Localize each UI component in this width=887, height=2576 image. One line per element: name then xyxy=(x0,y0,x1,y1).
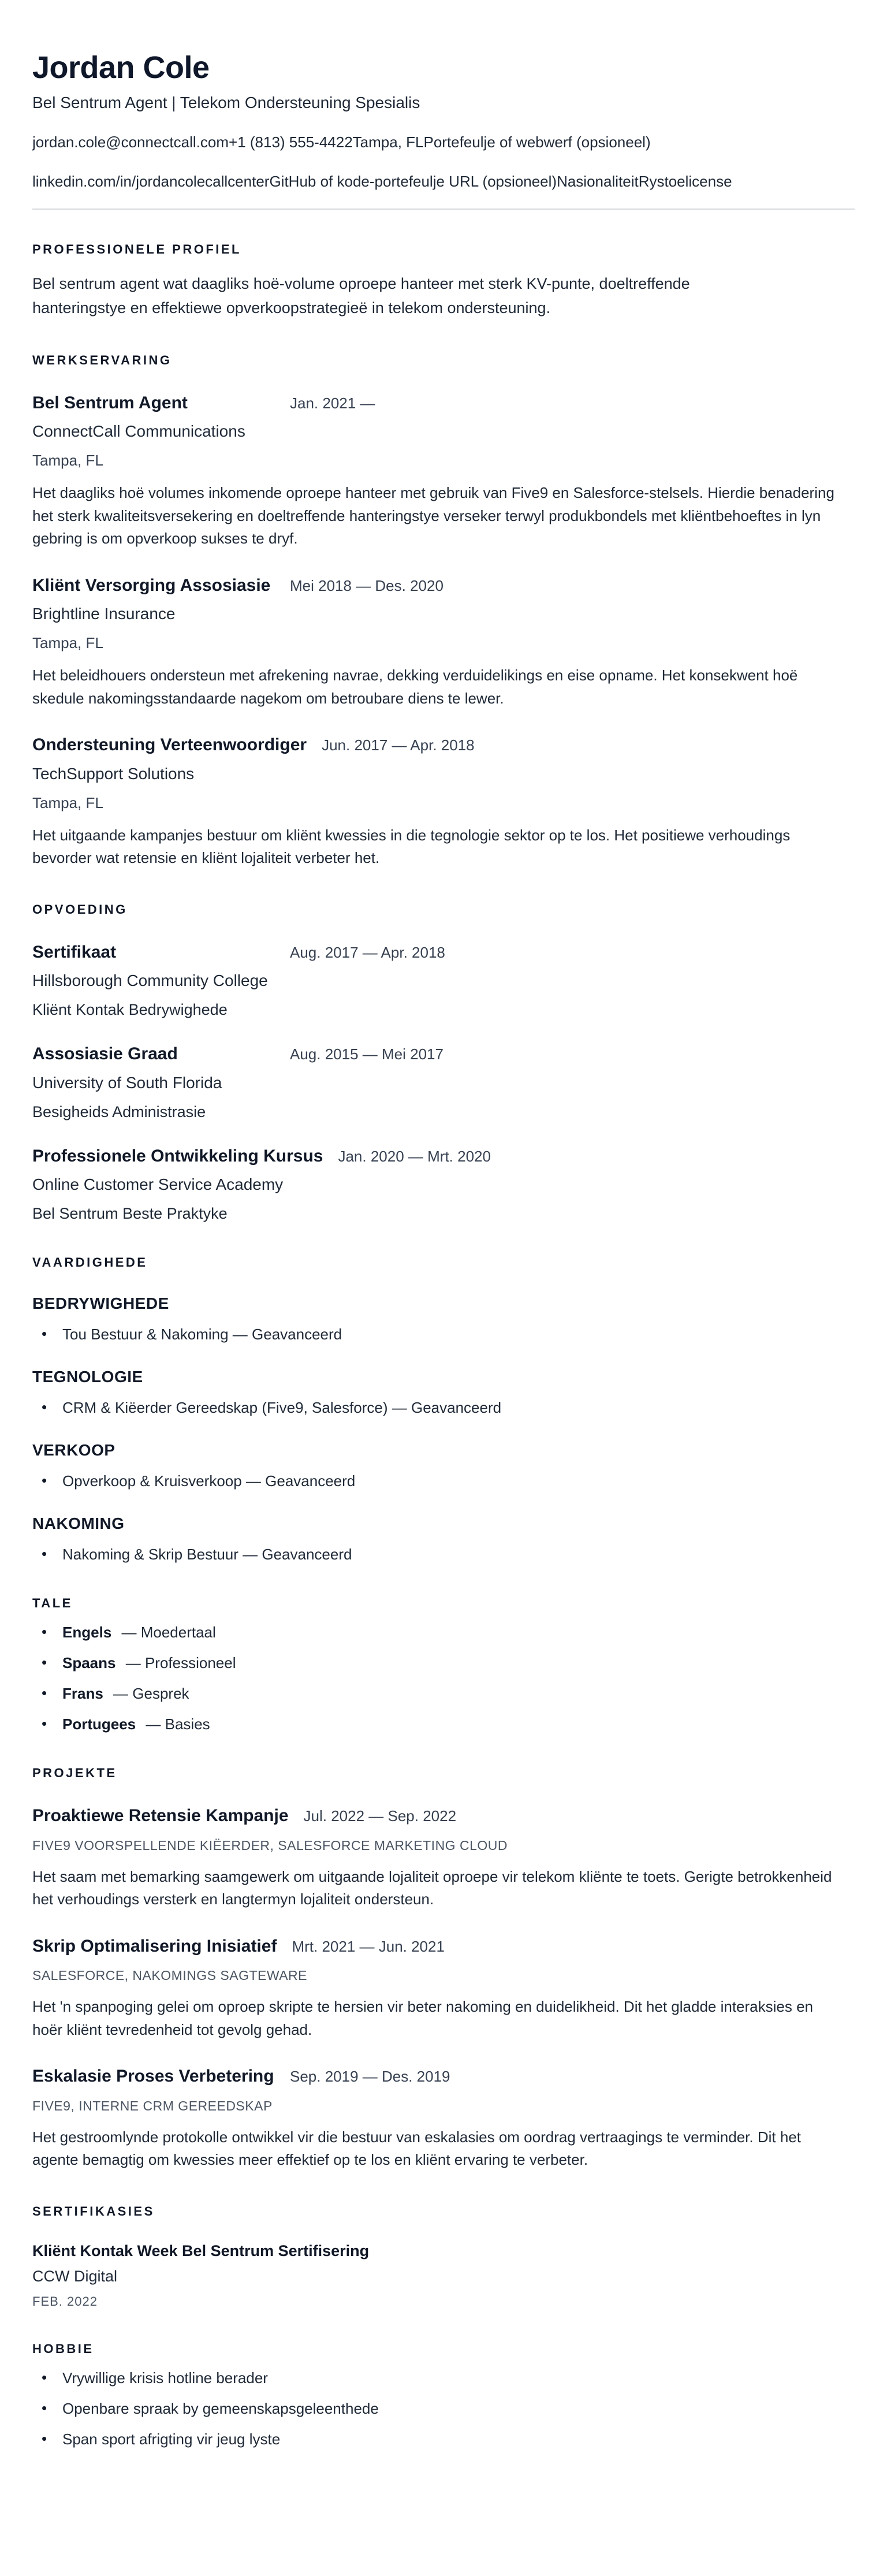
project-tools: FIVE9, INTERNE CRM GEREEDSKAP xyxy=(32,2098,273,2113)
profile-text: Bel sentrum agent wat daagliks hoë-volume oproepe hanteer met sterk KV-punte, doeltreffende hanteringstye en effektiewe opverkoopstrategieë in telekom ondersteuning. xyxy=(32,275,690,317)
education-field: Besigheids Administrasie xyxy=(32,1103,206,1121)
education-title: Assosiasie Graad xyxy=(32,1044,178,1064)
job-dates: Mei 2018 — Des. 2020 xyxy=(290,576,444,594)
project-title: Eskalasie Proses Verbetering xyxy=(32,2067,274,2086)
job-entry xyxy=(32,392,855,550)
skill-group-label: TEGNOLOGIE xyxy=(32,1368,143,1386)
job-entry-head xyxy=(32,734,855,756)
skill-item: • Nakoming & Skrip Bestuur — Geavanceerd xyxy=(32,1546,855,1564)
language-name: Portugees xyxy=(62,1715,136,1733)
certification-title: Kliënt Kontak Week Bel Sentrum Sertifisering xyxy=(32,2242,370,2259)
contact-line-1: jordan.cole@connectcall.com+1 (813) 555-4422Tampa, FLPortefeulje of webwerf (opsioneel) xyxy=(32,133,651,151)
certification-issuer: CCW Digital xyxy=(32,2267,118,2285)
job-title: Ondersteuning Verteenwoordiger xyxy=(32,735,307,755)
skill-item: • Tou Bestuur & Nakoming — Geavanceerd xyxy=(32,1326,855,1343)
education-entry-head xyxy=(32,941,855,963)
education-entry xyxy=(32,941,855,1019)
language-item xyxy=(32,1715,855,1733)
job-entry-head xyxy=(32,575,855,597)
job-location: Tampa, FL xyxy=(32,634,103,652)
project-entry-head xyxy=(32,1935,855,1957)
skill-group-label: VERKOOP xyxy=(32,1441,115,1460)
contact-line-2: linkedin.com/in/jordancolecallcenterGitHub of kode-portefeulje URL (opsioneel)NasionaliteitRystoelicense xyxy=(32,173,732,191)
project-description: Het gestroomlynde protokolle ontwikkel vir die bestuur van eskalasies om oordrag vertraagings te verminder. Dit het agente bemagtig om kwessies meer effektief op te los en kliënt ervaring te verbeter. xyxy=(32,2128,801,2169)
education-entry xyxy=(32,1043,855,1121)
section-heading-hobbies: HOBBIE xyxy=(32,2341,94,2356)
education-field: Kliënt Kontak Bedrywighede xyxy=(32,1001,228,1019)
section-education xyxy=(32,902,855,1223)
contact-block xyxy=(32,133,855,191)
language-item xyxy=(32,1624,855,1641)
job-title: Kliënt Versorging Assosiasie xyxy=(32,575,271,595)
education-title: Professionele Ontwikkeling Kursus xyxy=(32,1146,323,1166)
job-description: Het uitgaande kampanjes bestuur om kliënt kwessies in die tegnologie sektor op te los. Het positiewe verhoudings bevorder wat retensie en kliënt lojaliteit verbeter het. xyxy=(32,826,791,867)
education-entry-head xyxy=(32,1145,855,1167)
job-dates: Jun. 2017 — Apr. 2018 xyxy=(322,736,475,754)
job-entry-head xyxy=(32,392,855,414)
job-company: ConnectCall Communications xyxy=(32,422,245,441)
skill-item: • Opverkoop & Kruisverkoop — Geavanceerd xyxy=(32,1472,855,1490)
section-projects xyxy=(32,1766,855,2172)
section-heading-projects: PROJEKTE xyxy=(32,1766,117,1781)
education-dates: Jan. 2020 — Mrt. 2020 xyxy=(338,1147,491,1165)
project-dates: Jul. 2022 — Sep. 2022 xyxy=(303,1807,457,1825)
hobby-item: • Openbare spraak by gemeenskapsgeleenthede xyxy=(32,2400,855,2418)
project-title: Proaktiewe Retensie Kampanje xyxy=(32,1806,289,1826)
section-heading-education: OPVOEDING xyxy=(32,902,128,917)
language-name: Frans xyxy=(62,1685,103,1703)
job-entry xyxy=(32,575,855,710)
language-item xyxy=(32,1685,855,1703)
section-experience xyxy=(32,353,855,870)
project-description: Het saam met bemarking saamgewerk om uitgaande lojaliteit oproepe vir telekom kliënte te toets. Gerigte betrokkenheid het verhoudings versterk en langtermyn lojaliteit ondersteun. xyxy=(32,1867,832,1908)
skill-group-label: BEDRYWIGHEDE xyxy=(32,1294,169,1313)
project-entry xyxy=(32,2065,855,2172)
project-entry xyxy=(32,1805,855,1911)
section-heading-skills: VAARDIGHEDE xyxy=(32,1255,148,1270)
skill-group-label: NAKOMING xyxy=(32,1514,125,1533)
candidate-name: Jordan Cole xyxy=(32,50,210,85)
job-company: Brightline Insurance xyxy=(32,605,176,623)
resume-header xyxy=(32,50,855,210)
education-field: Bel Sentrum Beste Praktyke xyxy=(32,1205,228,1223)
section-languages xyxy=(32,1596,855,1733)
education-school: Online Customer Service Academy xyxy=(32,1175,284,1194)
section-heading-languages: TALE xyxy=(32,1596,73,1611)
project-entry-head xyxy=(32,1805,855,1827)
language-name: Engels xyxy=(62,1624,112,1641)
language-name: Spaans xyxy=(62,1654,116,1672)
project-dates: Sep. 2019 — Des. 2019 xyxy=(290,2068,450,2086)
project-dates: Mrt. 2021 — Jun. 2021 xyxy=(292,1937,445,1955)
project-description: Het 'n spanpoging gelei om oproep skripte te hersien vir beter nakoming en duidelikheid. Dit het gladde interaksies en hoër kliënt tevredenheid tot gevolg gehad. xyxy=(32,1998,813,2038)
section-heading-profile: PROFESSIONELE PROFIEL xyxy=(32,242,241,257)
education-entry-head xyxy=(32,1043,855,1065)
language-level: — Professioneel xyxy=(125,1654,236,1672)
education-school: University of South Florida xyxy=(32,1073,222,1092)
education-title: Sertifikaat xyxy=(32,942,117,962)
education-school: Hillsborough Community College xyxy=(32,971,268,990)
hobby-item: • Span sport afrigting vir jeug lyste xyxy=(32,2430,855,2448)
section-hobbies xyxy=(32,2342,855,2448)
job-location: Tampa, FL xyxy=(32,452,103,470)
section-profile xyxy=(32,242,855,321)
job-title: Bel Sentrum Agent xyxy=(32,393,188,412)
job-location: Tampa, FL xyxy=(32,794,103,811)
education-entry xyxy=(32,1145,855,1223)
job-entry xyxy=(32,734,855,870)
certification-entry xyxy=(32,2242,855,2309)
section-certifications xyxy=(32,2204,855,2309)
project-tools: FIVE9 VOORSPELLENDE KIËERDER, SALESFORCE MARKETING CLOUD xyxy=(32,1837,508,1853)
project-entry xyxy=(32,1935,855,2042)
section-heading-experience: WERKSERVARING xyxy=(32,352,172,367)
job-dates: Jan. 2021 — xyxy=(290,394,375,412)
project-entry-head xyxy=(32,2065,855,2087)
project-tools: SALESFORCE, NAKOMINGS SAGTEWARE xyxy=(32,1968,308,1983)
certification-date: FEB. 2022 xyxy=(32,2294,98,2309)
language-item xyxy=(32,1654,855,1672)
section-skills xyxy=(32,1255,855,1564)
job-description: Het beleidhouers ondersteun met afrekening navrae, dekking verduidelikings en eise opname. Het konsekwent hoë skedule nakomingsstandaarde nagekom om betroubare diens te lewer. xyxy=(32,667,798,707)
education-dates: Aug. 2017 — Apr. 2018 xyxy=(290,943,445,961)
language-level: — Gesprek xyxy=(113,1685,189,1703)
language-level: — Moedertaal xyxy=(121,1624,216,1641)
hobby-item: • Vrywillige krisis hotline berader xyxy=(32,2369,855,2387)
section-heading-certifications: SERTIFIKASIES xyxy=(32,2203,155,2218)
job-company: TechSupport Solutions xyxy=(32,764,195,783)
project-title: Skrip Optimalisering Inisiatief xyxy=(32,1936,277,1956)
language-level: — Basies xyxy=(146,1715,210,1733)
education-dates: Aug. 2015 — Mei 2017 xyxy=(290,1045,444,1063)
header-divider xyxy=(32,209,855,210)
skill-item: • CRM & Kiëerder Gereedskap (Five9, Salesforce) — Geavanceerd xyxy=(32,1399,855,1417)
candidate-headline: Bel Sentrum Agent | Telekom Ondersteuning Spesialis xyxy=(32,94,420,112)
job-description: Het daagliks hoë volumes inkomende oproepe hanteer met gebruik van Five9 en Salesforce-stelsels. Hierdie benadering het sterk kwaliteitsversekering en doeltreffende hanteringstye verseker terwyl produkbondels met kliëntbehoeftes in lyn gebring is om opverkoop sukses te dryf. xyxy=(32,484,834,548)
